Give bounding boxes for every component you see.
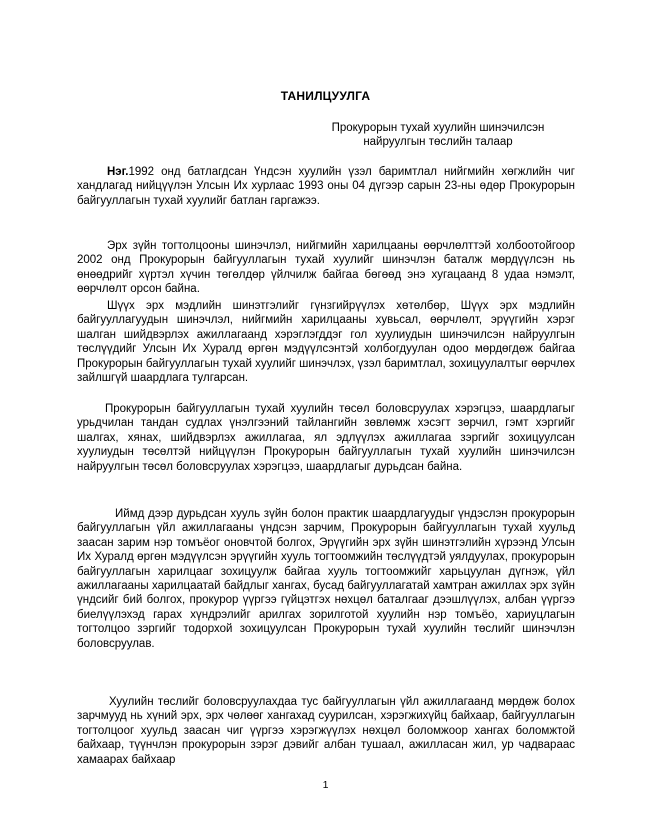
paragraph-3: Шүүх эрх мэдлийн шинэтгэлийг гүнзгийрүүлэх хөтөлбөр, Шүүх эрх мэдлийн байгууллагуудын шинэчлэл, нийгмийн харилцааны хувьсал, өөрчлөлт, эрүүгийн хэрэг шалган шийдвэрлэх ажиллагаанд хэрэглэгддэг гол хуулиудын шинэчилсэн найруулгын төслүүдийг Улсын Их Хуралд өргөн мэдүүлсэнтэй холбогдуулан одоо мөрдөгдөж байгаа Прокурорын байгууллагын тухай хуулийг шинэчлэх, үзэл баримтлал, зохицуулалтыг өөрчлөх зайлшгүй шаардлага тулгарсан. [77, 300, 575, 385]
page-number: 1 [322, 779, 329, 791]
subtitle-line: найруулгын төслийн талаар [363, 136, 513, 148]
paragraph-5: Иймд дээр дурьдсан хууль зүйн болон практик шаардлагуудыг үндэслэн прокурорын байгууллагын үйл ажиллагааны үндсэн зарчим, Прокурорын байгууллагын тухай хуульд заасан зарим нэр томъёог оновчтой болгох, Эрүүгийн эрх зүйн шинэтгэлийн хүрээнд Улсын Их Хуралд өргөн мэдүүлсэн эрүүгийн хууль тогтоомжийн төслүүдтэй уялдуулах, прокурорын байгууллагын харилцааг зохицуулж байгаа хууль тогтоомжийг харьцуулан дүгнэж, үйл ажиллагааны харилцаатай байдлыг хангах, бусад байгууллагатай хамтран ажиллах эрх зүйн үндсийг бий болгох, прокурор үүргээ гүйцэтгэх нөхцөл баталгааг дээшлүүлэх, албан үүргээ биелүүлэхэд гарах хүндрэлийг арилгах зорилготой хуулийн нэр томъёо, хариуцлагын тогтолцоо зэргийг тодорхой зохицуулсан Прокурорын тухай хуулийн төслийг шинэчлэн боловсруулав. [77, 508, 575, 650]
paragraph-4: Прокурорын байгууллагын тухай хуулийн төсөл боловсруулах хэрэгцээ, шаардлагыг урьдчилан тандан судлах үнэлгээний тайлангийн зөвлөмж хэсэгт зөрчил, гэмт хэргийг шалгах, хянах, шийдвэрлэх ажиллагаа, ял эдлүүлэх ажиллагаа зэргийг зохицуулсан хуулиудын төсөлтэй нийцүүлэн Прокурорын байгууллагын тухай хуулийн шинэчилсэн найруулгын төсөл боловсруулах хэрэгцээ, шаардлагыг дурьдсан байна. [77, 403, 575, 473]
paragraph-text: 1992 онд батлагдсан Үндсэн хуулийн үзэл баримтлал нийгмийн хөгжлийн чиг хандлагад нийцүүлэн Улсын Их хурлаас 1993 оны 04 дүгээр сарын 23-ны өдөр Прокурорын байгууллагын тухай хуулийг батлан гаргажээ. [77, 166, 575, 207]
subtitle-line: Прокурорын тухай хуулийн шинэчилсэн [331, 122, 545, 134]
paragraph-1 [77, 165, 575, 208]
paragraph-2: Эрх зүйн тогтолцооны шинэчлэл, нийгмийн харилцааны өөрчлөлттэй холбоотойгоор 2002 онд Прокурорын байгууллагын тухай хуулийг шинэчлэн баталж мөрдүүлсэн нь өнөөдрийг хүртэл хүчин төгөлдөр үйлчилж байгаа бөгөөд энэ хугацаанд 8 удаа нэмэлт, өөрчлөлт орсон байна. [77, 240, 575, 296]
paragraph-6: Хуулийн төслийг боловсруулахдаа тус байгууллагын үйл ажиллагаанд мөрдөж болох зарчмууд нь хүний эрх, эрх чөлөөг хангахад суурилсан, хэрэгжихүйц байхаар, байгууллагын тогтолцоог хуульд заасан чиг үүргээ хэрэгжүүлэх нөхцөл боломжоор хангах боломжтой байхаар, түүнчлэн прокурорын зэрэг дэвийг албан тушаал, ажилласан жил, ур чадвараас хамаарах байхаар [77, 696, 575, 766]
paragraph-lead: Нэг. [107, 166, 129, 178]
document-title: ТАНИЛЦУУЛГА [280, 89, 371, 103]
document-subtitle [300, 121, 576, 149]
